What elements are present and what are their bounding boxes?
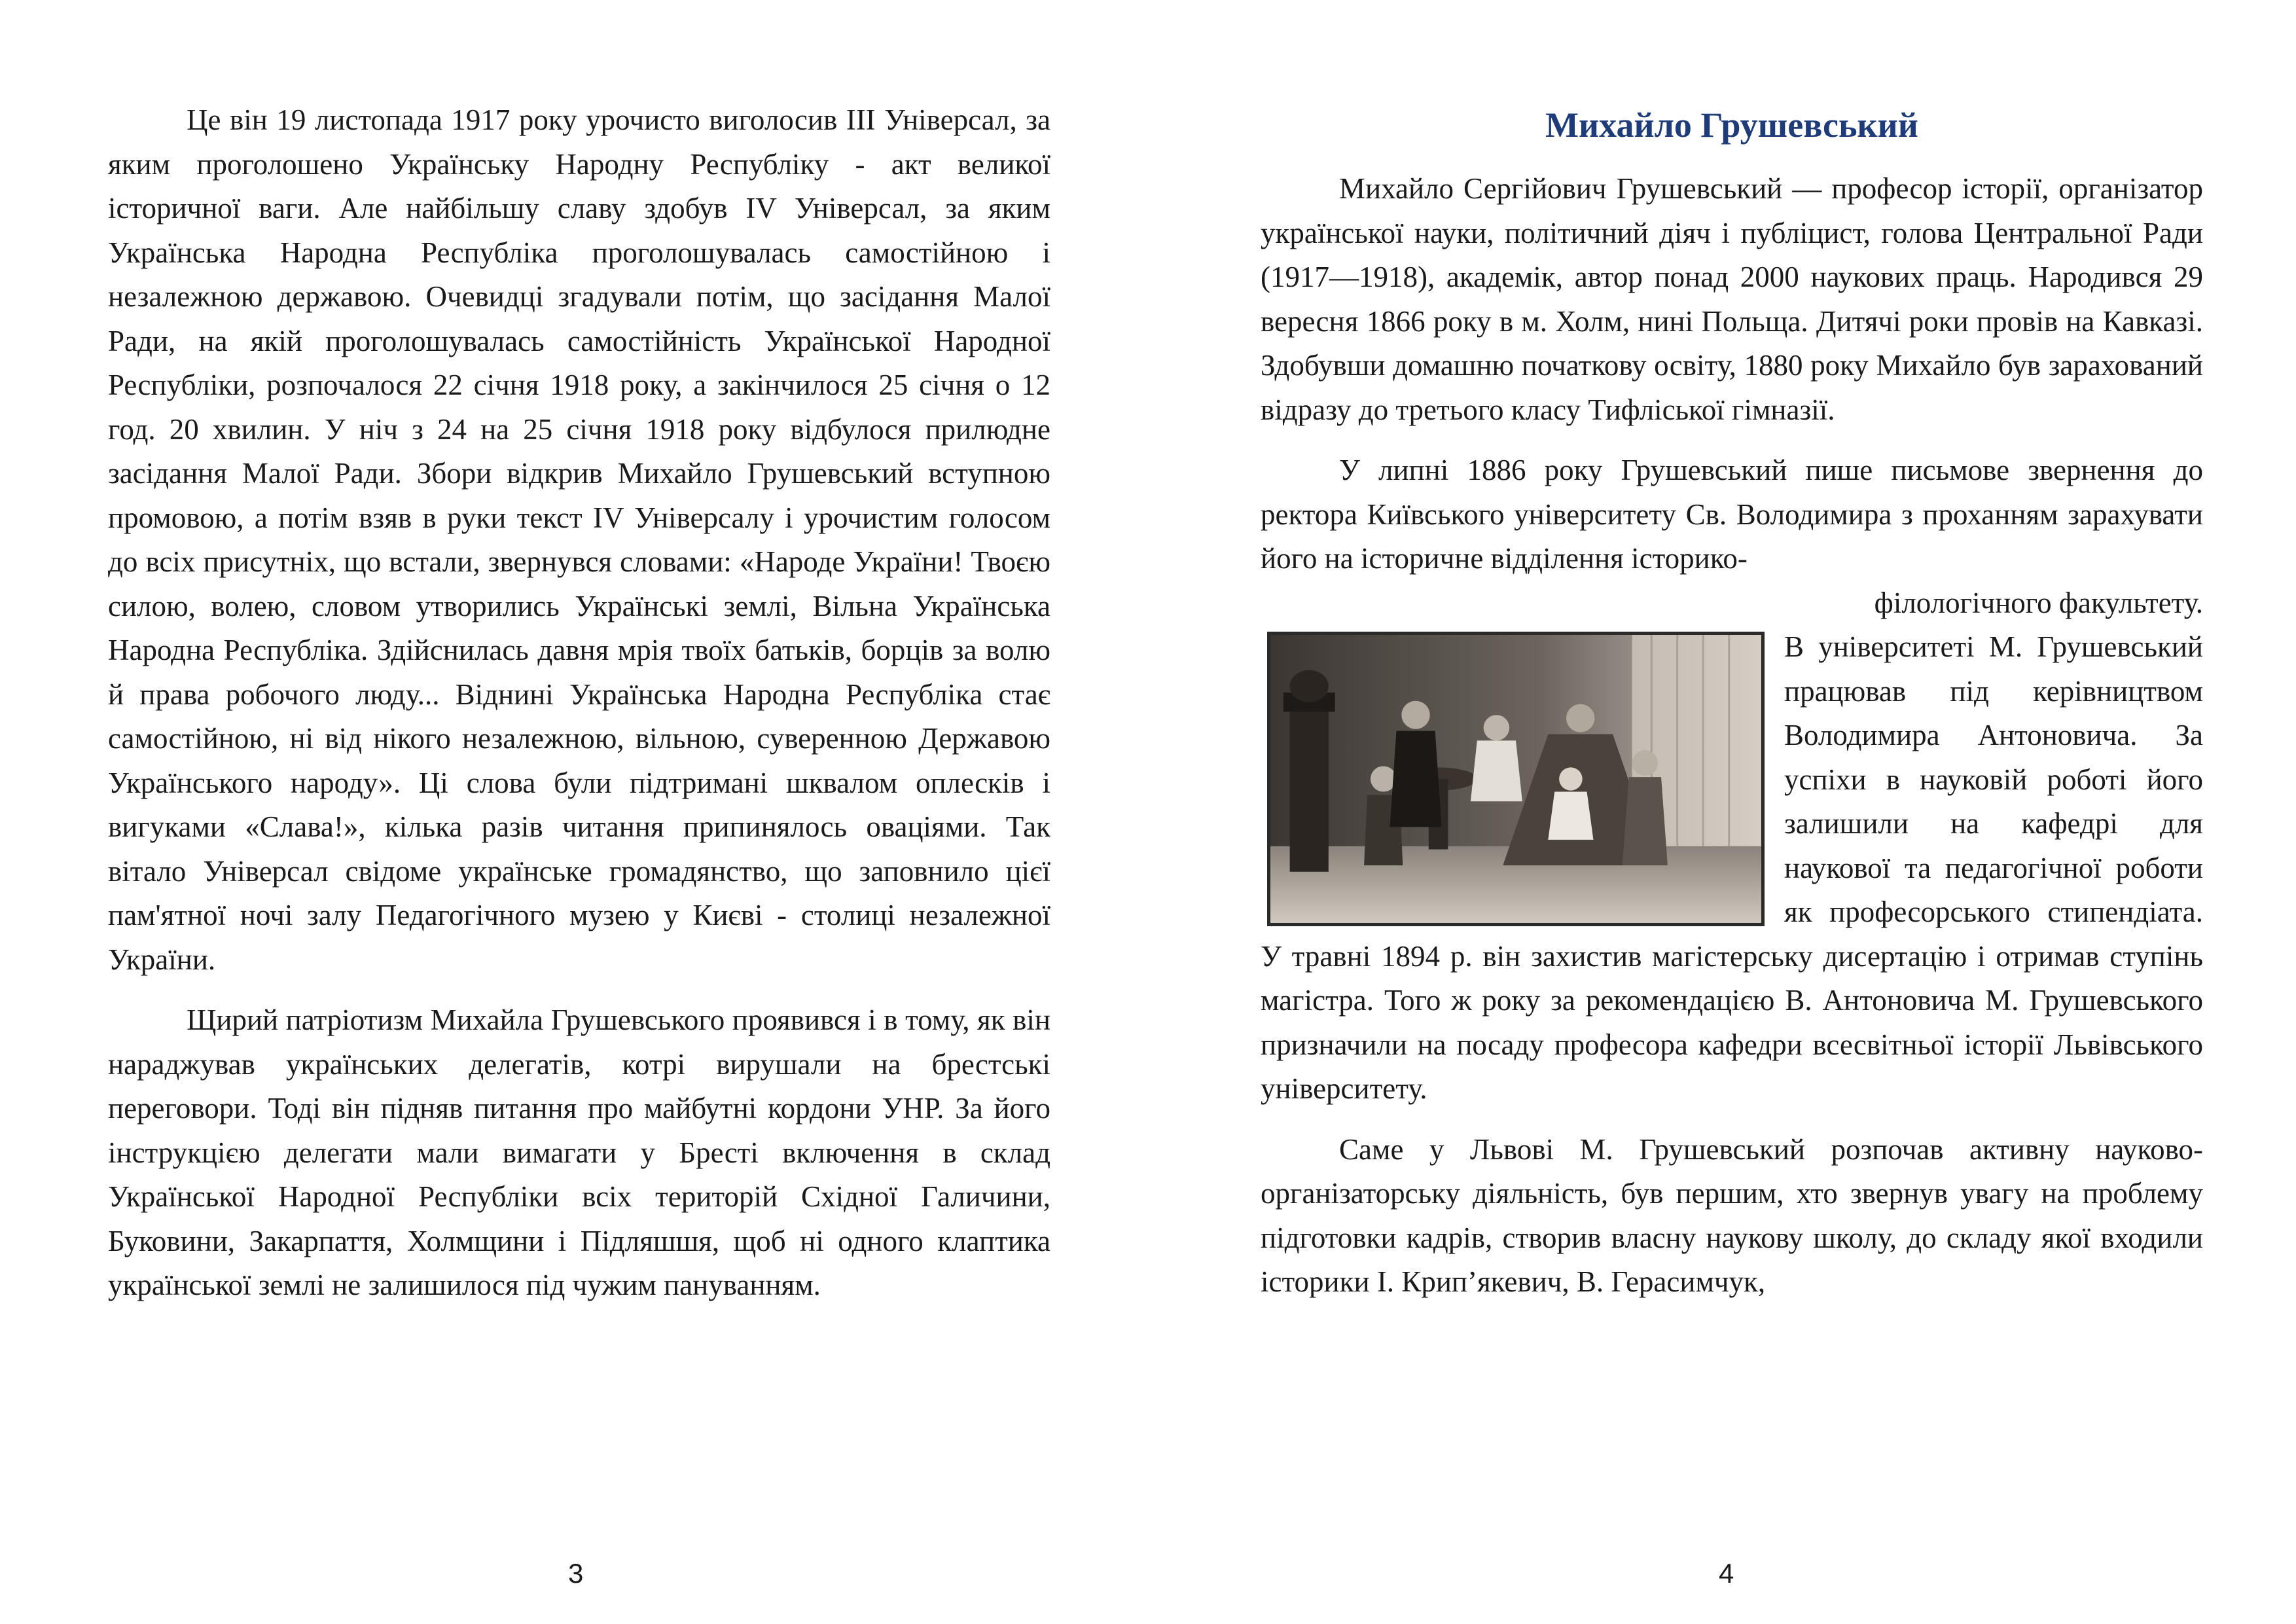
right-paragraph-2-continuation: філологічного факультету. <box>1874 586 2203 619</box>
left-text-column <box>108 98 1050 1324</box>
left-paragraph-2: Щирий патріотизм Михайла Грушевського проявився і в тому, як він нараджував українських делегатів, котрі вирушали на брестські переговори. Тоді він підняв питання про майбутні кордони УНР. За його інструкцією делегати мали вимагати у Бресті включення в склад Української Народної Республіки всіх територій Східної Галичини, Буковини, Закарпаття, Холмщини і Підляшшя, щоб ні одного клаптика української землі не залишилося під чужим пануванням. <box>108 1003 1050 1301</box>
page-number-right: 4 <box>1719 1558 1734 1589</box>
left-paragraph-1: Це він 19 листопада 1917 року урочисто виголосив ІІІ Універсал, за яким проголошено Українську Народну Республіку - акт великої історичної ваги. Але найбільшу славу здобув IV Універсал, за яким Українська Народна Республіка проголошувалась самостійною і незалежною державою. Очевидці згадували потім, що засідання Малої Ради, на якій проголошувалась самостійність Української Народної Республіки, розпочалося 22 січня 1918 року, а закінчилося 25 січня о 12 год. 20 хвилин. У ніч з 24 на 25 січня 1918 року відбулося прилюдне засідання Малої Ради. Збори відкрив Михайло Грушевський вступною промовою, а потім взяв в руки текст IV Універсалу і урочистим голосом до всіх присутніх, що встали, звернувся словами: «Народе України! Твоєю силою, волею, словом утворились Українські землі, Вільна Українська Народна Республіка. Здійснилась давня мрія твоїх батьків, борців за волю й права робочого люду... Віднині Українська Народна Республіка стає самостійною, ні від нікого незалежною, вільною, суверенною Державою Українського народу». Ці слова були підтримані шквалом оплесків і вигуками «Слава!», кілька разів читання припинялось оваціями. Так вітало Універсал свідоме українське громадянство, що заповнило цієї пам'ятної ночі залу Педагогічного музею у Києві - столиці незалежної України. <box>108 103 1050 976</box>
right-paragraph-2: У липні 1886 року Грушевський пише письмове звернення до ректора Київського університету Св. Володимира з проханням зарахувати його на історичне відділення історико- <box>1261 454 2203 575</box>
page-number-left: 3 <box>568 1558 584 1589</box>
right-paragraph-4: Саме у Львові М. Грушевський розпочав активну науково-організаторську діяльність, був першим, хто звернув увагу на проблему підготовки кадрів, створив власну наукову школу, до складу якої входили історики І. Крип’якевич, В. Герасимчук, <box>1261 1132 2203 1298</box>
right-page <box>1148 0 2296 1624</box>
right-paragraph-3: В університеті М. Грушевський працював під керівництвом Володимира Антоновича. За успіхи в науковій роботі його залишили на кафедрі для наукової та педагогічної роботи як професорського стипендіата. У травні 1894 р. він захистив магістерську дисертацію і отримав ступінь магістра. Того ж року за рекомендацією В. Антоновича М. Грушевського призначили на посаду професора кафедри всесвітньої історії Львівського університету. <box>1261 630 2203 1105</box>
family-photo <box>1267 632 1765 926</box>
right-text-column <box>1261 167 2203 1321</box>
right-paragraph-1: Михайло Сергійович Грушевський — професор історії, організатор української науки, політичний діяч і публіцист, голова Центральної Ради (1917—1918), академік, автор понад 2000 наукових праць. Народився 29 вересня 1866 року в м. Холм, нині Польща. Дитячі роки провів на Кавказі. Здобувши домашню початкову освіту, 1880 року Михайло був зарахований відразу до третього класу Тифліської гімназії. <box>1261 172 2203 426</box>
page-title: Михайло Грушевський <box>1545 105 1918 145</box>
family-photo-image <box>1270 635 1761 923</box>
